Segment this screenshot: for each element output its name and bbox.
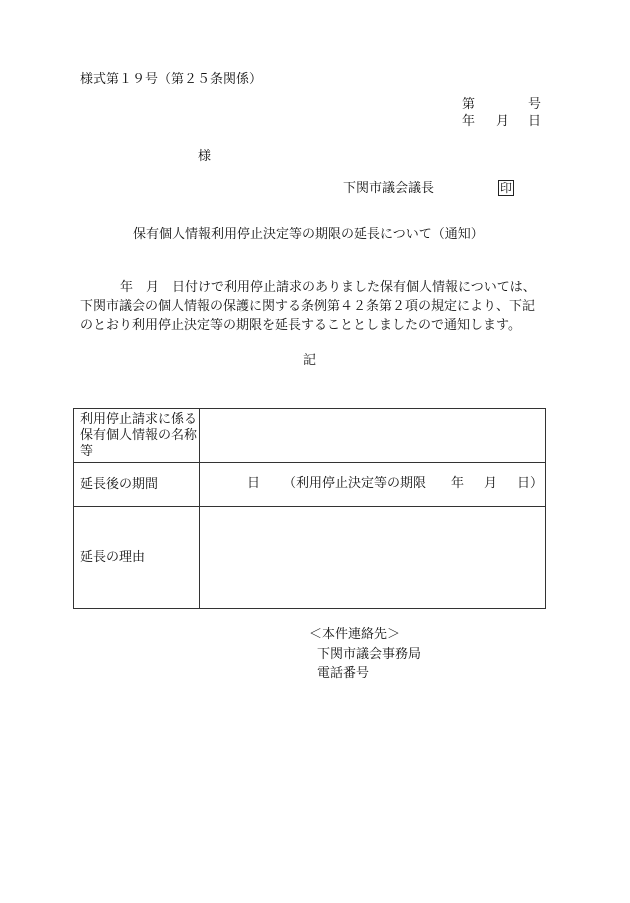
period-month: 月	[484, 476, 498, 491]
period-day-close: 日）	[517, 476, 544, 491]
contact-heading: ＜本件連絡先＞	[309, 627, 401, 642]
period-day: 日	[247, 476, 261, 491]
label-info-name: 利用停止請求に係る保有個人情報の名称等	[74, 409, 200, 463]
table-row-period	[74, 463, 546, 507]
date-year: 年	[462, 114, 476, 129]
date-month: 月	[496, 114, 510, 129]
table-row-info-name	[74, 409, 546, 463]
doc-number-go: 号	[528, 97, 542, 112]
seal-mark	[498, 180, 514, 196]
addressee-suffix: 様	[198, 149, 212, 164]
extension-table	[73, 408, 546, 609]
form-number: 様式第１９号（第２５条関係）	[80, 72, 263, 87]
body-line-1-ym: 年 月	[120, 280, 160, 295]
label-period: 延長後の期間	[74, 463, 200, 507]
label-reason: 延長の理由	[74, 507, 200, 609]
period-deadline-label: （利用停止決定等の期限	[283, 476, 427, 491]
value-info-name	[200, 409, 546, 463]
doc-number-dai: 第	[462, 97, 476, 112]
body-line-1-rest: 日付けで利用停止請求のありました保有個人情報については、	[172, 280, 536, 295]
body-line-2: 下関市議会の個人情報の保護に関する条例第４２条第２項の規定により、下記	[80, 299, 536, 314]
ki-heading: 記	[303, 353, 317, 368]
body-line-3: のとおり利用停止決定等の期限を延長することとしましたので通知します。	[80, 318, 521, 333]
value-period	[200, 463, 546, 507]
document-title: 保有個人情報利用停止決定等の期限の延長について（通知）	[133, 227, 484, 242]
sender-name: 下関市議会議長	[343, 181, 435, 196]
value-reason	[200, 507, 546, 609]
body-line-1	[80, 278, 550, 297]
table-row-reason	[74, 507, 546, 609]
seal-box: 印	[500, 181, 513, 195]
contact-phone: 電話番号	[317, 666, 370, 681]
body-paragraph	[80, 278, 550, 335]
date-day: 日	[528, 114, 542, 129]
contact-office: 下関市議会事務局	[317, 647, 422, 662]
period-year: 年	[451, 476, 465, 491]
